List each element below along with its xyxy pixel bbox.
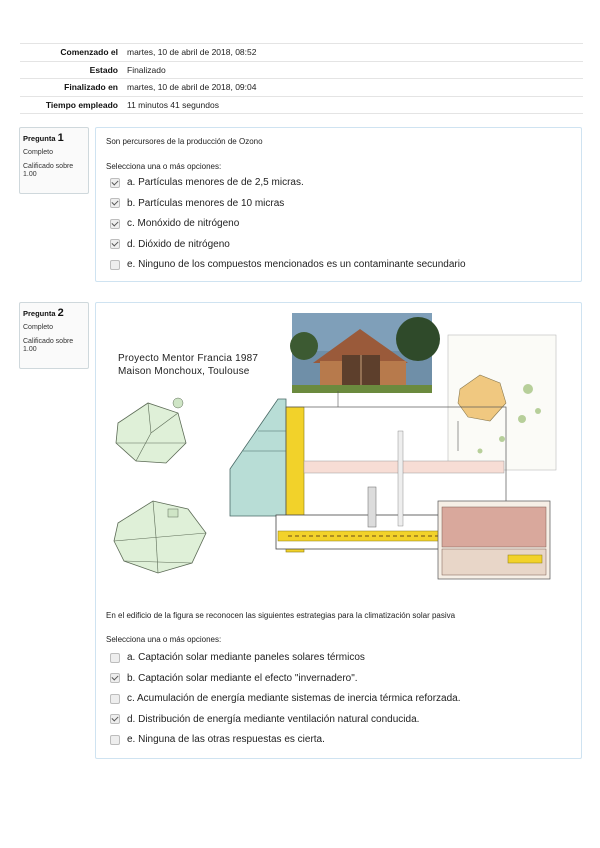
answer-option-label: d. Distribución de energía mediante ventilación natural conducida. (127, 713, 420, 725)
checked-checkbox[interactable] (110, 198, 120, 208)
answer-option-label: b. Partículas menores de 10 micras (127, 197, 285, 209)
question-label: Pregunta (23, 134, 56, 143)
attempt-summary (20, 43, 583, 114)
building-figure (108, 311, 558, 606)
question-1-content (95, 127, 582, 282)
answer-option-label: a. Partículas menores de de 2,5 micras. (127, 177, 304, 188)
question-state: Completo (23, 323, 53, 331)
figure-caption-line: Proyecto Mentor Francia 1987 (118, 353, 259, 364)
answer-option[interactable] (110, 259, 466, 270)
question-text: Son percursores de la producción de Ozono (106, 137, 263, 146)
summary-label: Finalizado en (64, 82, 118, 93)
unchecked-checkbox[interactable] (110, 653, 120, 663)
question-label: Pregunta (23, 309, 56, 318)
unchecked-checkbox[interactable] (110, 260, 120, 270)
summary-value: martes, 10 de abril de 2018, 09:04 (127, 82, 257, 93)
question-grade: Calificado sobre 1.00 (23, 162, 74, 179)
summary-label: Comenzado el (60, 47, 118, 58)
answer-option[interactable] (110, 239, 230, 250)
summary-row-finished (20, 79, 583, 97)
checked-checkbox[interactable] (110, 219, 120, 229)
summary-value: 11 minutos 41 segundos (127, 99, 219, 110)
checked-checkbox[interactable] (110, 239, 120, 249)
answer-option-label: a. Captación solar mediante paneles solares térmicos (127, 652, 365, 663)
site-plan (448, 335, 556, 470)
answer-option-label: e. Ninguna de las otras respuestas es cierta. (127, 734, 325, 745)
summary-row-state (20, 61, 583, 79)
answer-option[interactable] (110, 218, 239, 229)
question-number (23, 132, 88, 146)
figure-caption-line: Maison Monchoux, Toulouse (118, 365, 250, 377)
answer-option-label: d. Dióxido de nitrógeno (127, 238, 230, 250)
house-photo (290, 313, 440, 393)
summary-label: Tiempo empleado (45, 99, 118, 110)
floor-plan-lower (114, 501, 206, 573)
answer-option[interactable] (110, 177, 304, 188)
summary-row-time (20, 96, 583, 114)
summary-value: Finalizado (127, 64, 166, 75)
question-number-value: 1 (57, 132, 64, 144)
summary-row-started (20, 44, 583, 62)
unchecked-checkbox[interactable] (110, 735, 120, 745)
answer-prompt: Selecciona una o más opciones: (106, 162, 222, 171)
floor-plan-upper (116, 398, 186, 463)
question-text: En el edificio de la figura se reconocen las siguientes estrategias para la climatización solar pasiva (106, 611, 456, 620)
unchecked-checkbox[interactable] (110, 694, 120, 704)
answer-prompt: Selecciona una o más opciones: (106, 635, 222, 644)
figure-caption (118, 353, 258, 378)
question-number-value: 2 (57, 307, 64, 319)
answer-option[interactable] (110, 673, 358, 684)
answer-option-label: b. Captación solar mediante el efecto "invernadero". (127, 672, 358, 684)
question-2-content (95, 302, 582, 759)
answer-option[interactable] (110, 652, 365, 663)
question-2-info (19, 302, 89, 369)
answer-option[interactable] (110, 714, 419, 725)
answer-option-label: c. Acumulación de energía mediante sistemas de inercia térmica reforzada. (127, 693, 461, 704)
question-grade: Calificado sobre 1.00 (23, 337, 74, 354)
answer-option[interactable] (110, 734, 325, 745)
answer-option-label: e. Ninguno de los compuestos mencionados es un contaminante secundario (127, 259, 466, 270)
answer-option-label: c. Monóxido de nitrógeno (127, 218, 240, 229)
checked-checkbox[interactable] (110, 714, 120, 724)
question-number (23, 307, 88, 321)
summary-value: martes, 10 de abril de 2018, 08:52 (127, 47, 257, 58)
answer-option[interactable] (110, 198, 284, 209)
checked-checkbox[interactable] (110, 178, 120, 188)
summary-label: Estado (89, 64, 118, 75)
question-state: Completo (23, 148, 53, 156)
question-1-info (19, 127, 89, 194)
answer-option[interactable] (110, 693, 461, 704)
storage-detail (438, 501, 550, 579)
checked-checkbox[interactable] (110, 673, 120, 683)
